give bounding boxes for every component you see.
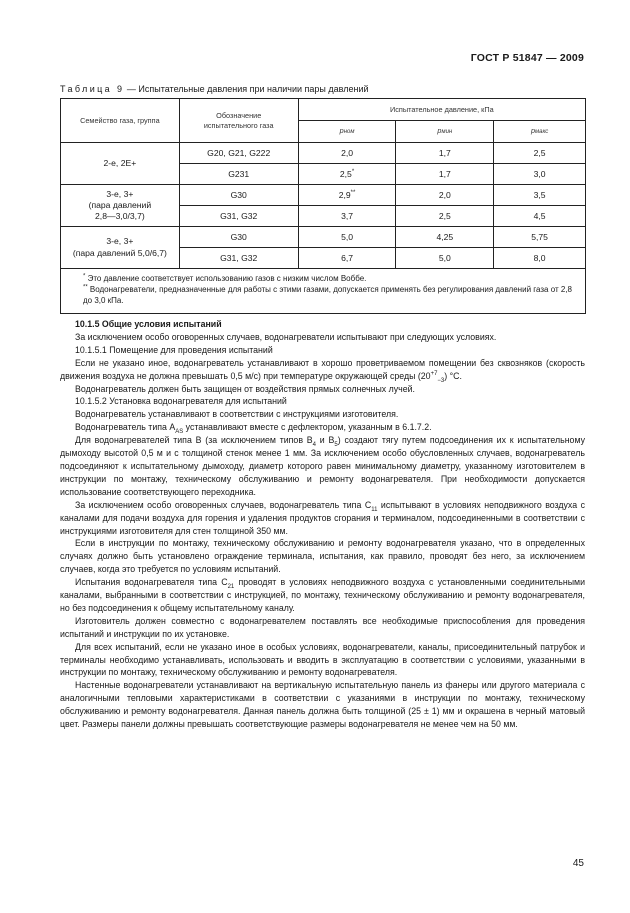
cell-p-min: 1,7 (396, 164, 494, 185)
cell-gas: G20, G21, G222 (179, 143, 298, 164)
paragraph: Водонагреватель должен быть защищен от воздействия прямых солнечных лучей. (75, 383, 416, 394)
cell-gas: G31, G32 (179, 248, 298, 269)
cell-gas: G30 (179, 185, 298, 206)
table-caption (60, 84, 369, 94)
paragraph: Для всех испытаний, если не указано иное в особых условиях, водонагреватели, каналы, присоединительный патрубок и терминалы необходимо устанавливать, использовать и вводить в эксплуатацию в соответствии с условиями, указанными в инструкции по монтажу, техническому обслуживанию и ремонту водонагревателя. (60, 641, 585, 678)
paragraph: Если не указано иное, водонагреватель устанавливают в хорошо проветриваемом помещении без сквозняков (скорость движения воздуха не должна превышать 0,5 м/с) при температуре окружающей среды $(20^{+7}_{-3})$ °С. (60, 357, 585, 384)
cell-p-max: 8,0 (494, 248, 586, 269)
cell-p-nom: 2,9** (298, 185, 396, 206)
cell-p-nom: 2,0 (298, 143, 396, 164)
table-row (61, 143, 586, 164)
section-heading: 10.1.5 Общие условия испытаний (75, 319, 222, 329)
paragraph: Для водонагревателей типа В (за исключением типов $В_4$ и $В_5$) создают тягу путем подсоединения их к испытательному дымоходу высотой 0,5 м и с толщиной стенок менее 1 мм. За исключением особо обусловленных случаев, водонагреватель подсоединяют к испытательному дымоходу, диаметр которого равен минимальному диаметру, указанному изготовителем в инструкции по монтажу, техническому обслуживанию и ремонту водонагревателя. При необходимости допускается использование соответствующего переходника. (60, 435, 585, 497)
table-caption-text: — Испытательные давления при наличии пары давлений (126, 84, 369, 94)
table-row (61, 185, 586, 206)
paragraph: Изготовитель должен совместно с водонагревателем поставлять все необходимые приспособления для проведения испытаний и инструкции по их установке. (60, 615, 585, 639)
paragraph: Водонагреватель устанавливают в соответствии с инструкциями изготовителя. (75, 409, 399, 420)
body-text (60, 318, 585, 731)
paragraph: Настенные водонагреватели устанавливают на вертикальную испытательную панель из фанеры или другого материала с аналогичными тепловыми характеристиками в соответствии с указаниями в инструкции по монтажу, техническому обслуживанию и ремонту водонагревателя. Данная панель должна быть толщиной (25 ± 1) мм и окрашена в черный матовый цвет. Размеры панели должны превышать соответствующие размеры водонагревателя не менее чем на 50 мм. (60, 680, 585, 730)
header-pressure: Испытательное давление, кПа (298, 99, 585, 121)
paragraph: Если в инструкции по монтажу, техническому обслуживанию и ремонту водонагревателя указано, что в определенных случаях должно быть установлено ограждение терминала, испытания, как правило, проводят без него, за исключением случаев, когда это требуется по условиям испытаний. (60, 538, 585, 575)
cell-p-max: 4,5 (494, 206, 586, 227)
cell-family: 3-е, 3+ (пара давлений 2,8—3,0/3,7) (61, 185, 180, 227)
cell-gas: G231 (179, 164, 298, 185)
cell-p-nom: 3,7 (298, 206, 396, 227)
header-p-nom: pном (298, 121, 396, 143)
paragraph: За исключением особо оговоренных случаев, водонагреватель типа $С_{11}$ испытывают в условиях неподвижного воздуха с каналами для подачи воздуха для горения и удаления продуктов сгорания и терминалом, подсоединенными в соответствии с инструкциями изготовителя для стен толщиной 350 мм. (60, 499, 585, 536)
cell-p-max: 5,75 (494, 227, 586, 248)
paragraph: Водонагреватель типа $А_{AS}$ устанавливают вместе с дефлектором, указанным в 6.1.7.2. (75, 422, 432, 435)
header-p-max: pмакс (494, 121, 586, 143)
pressure-table (60, 98, 586, 314)
cell-p-max: 3,5 (494, 185, 586, 206)
cell-p-nom: 2,5* (298, 164, 396, 185)
cell-p-min: 4,25 (396, 227, 494, 248)
cell-p-min: 2,0 (396, 185, 494, 206)
cell-p-nom: 6,7 (298, 248, 396, 269)
subsection-heading: 10.1.5.1 Помещение для проведения испытаний (75, 344, 273, 355)
cell-family: 3-е, 3+ (пара давлений 5,0/6,7) (61, 227, 180, 269)
table-row (61, 227, 586, 248)
cell-p-min: 2,5 (396, 206, 494, 227)
cell-p-max: 2,5 (494, 143, 586, 164)
header-designation: Обозначение испытательного газа (179, 99, 298, 143)
cell-gas: G30 (179, 227, 298, 248)
paragraph: Испытания водонагревателя типа $С_{21}$ проводят в условиях неподвижного воздуха с установленными соединительными каналами, выбранными в соответствии с инструкцией, по монтажу, техническому обслуживанию и ремонту водонагревателя, но без подсоединения к общему испытательному каналу. (60, 577, 585, 613)
cell-family: 2-е, 2Е+ (61, 143, 180, 185)
table-notes (61, 269, 586, 314)
document-header: ГОСТ Р 51847 — 2009 (470, 52, 584, 64)
header-p-min: pмин (396, 121, 494, 143)
cell-p-min: 5,0 (396, 248, 494, 269)
cell-p-max: 3,0 (494, 164, 586, 185)
cell-gas: G31, G32 (179, 206, 298, 227)
page-number: 45 (572, 858, 584, 869)
paragraph: За исключением особо оговоренных случаев, водонагреватели испытывают при следующих условиях. (75, 331, 497, 342)
table-note-2: ** Водонагреватели, предназначенные для работы с этими газами, допускается применять без регулирования давлений газа от 2,8 до 3,0 кПа. (83, 284, 572, 306)
cell-p-nom: 5,0 (298, 227, 396, 248)
header-family: Семейство газа, группа (61, 99, 180, 143)
subsection-heading: 10.1.5.2 Установка водонагревателя для испытаний (75, 396, 287, 407)
cell-p-min: 1,7 (396, 143, 494, 164)
table-note-1: * Это давление соответствует использованию газов с низким числом Воббе. (83, 273, 367, 283)
table-caption-label: Таблица 9 (60, 84, 125, 94)
